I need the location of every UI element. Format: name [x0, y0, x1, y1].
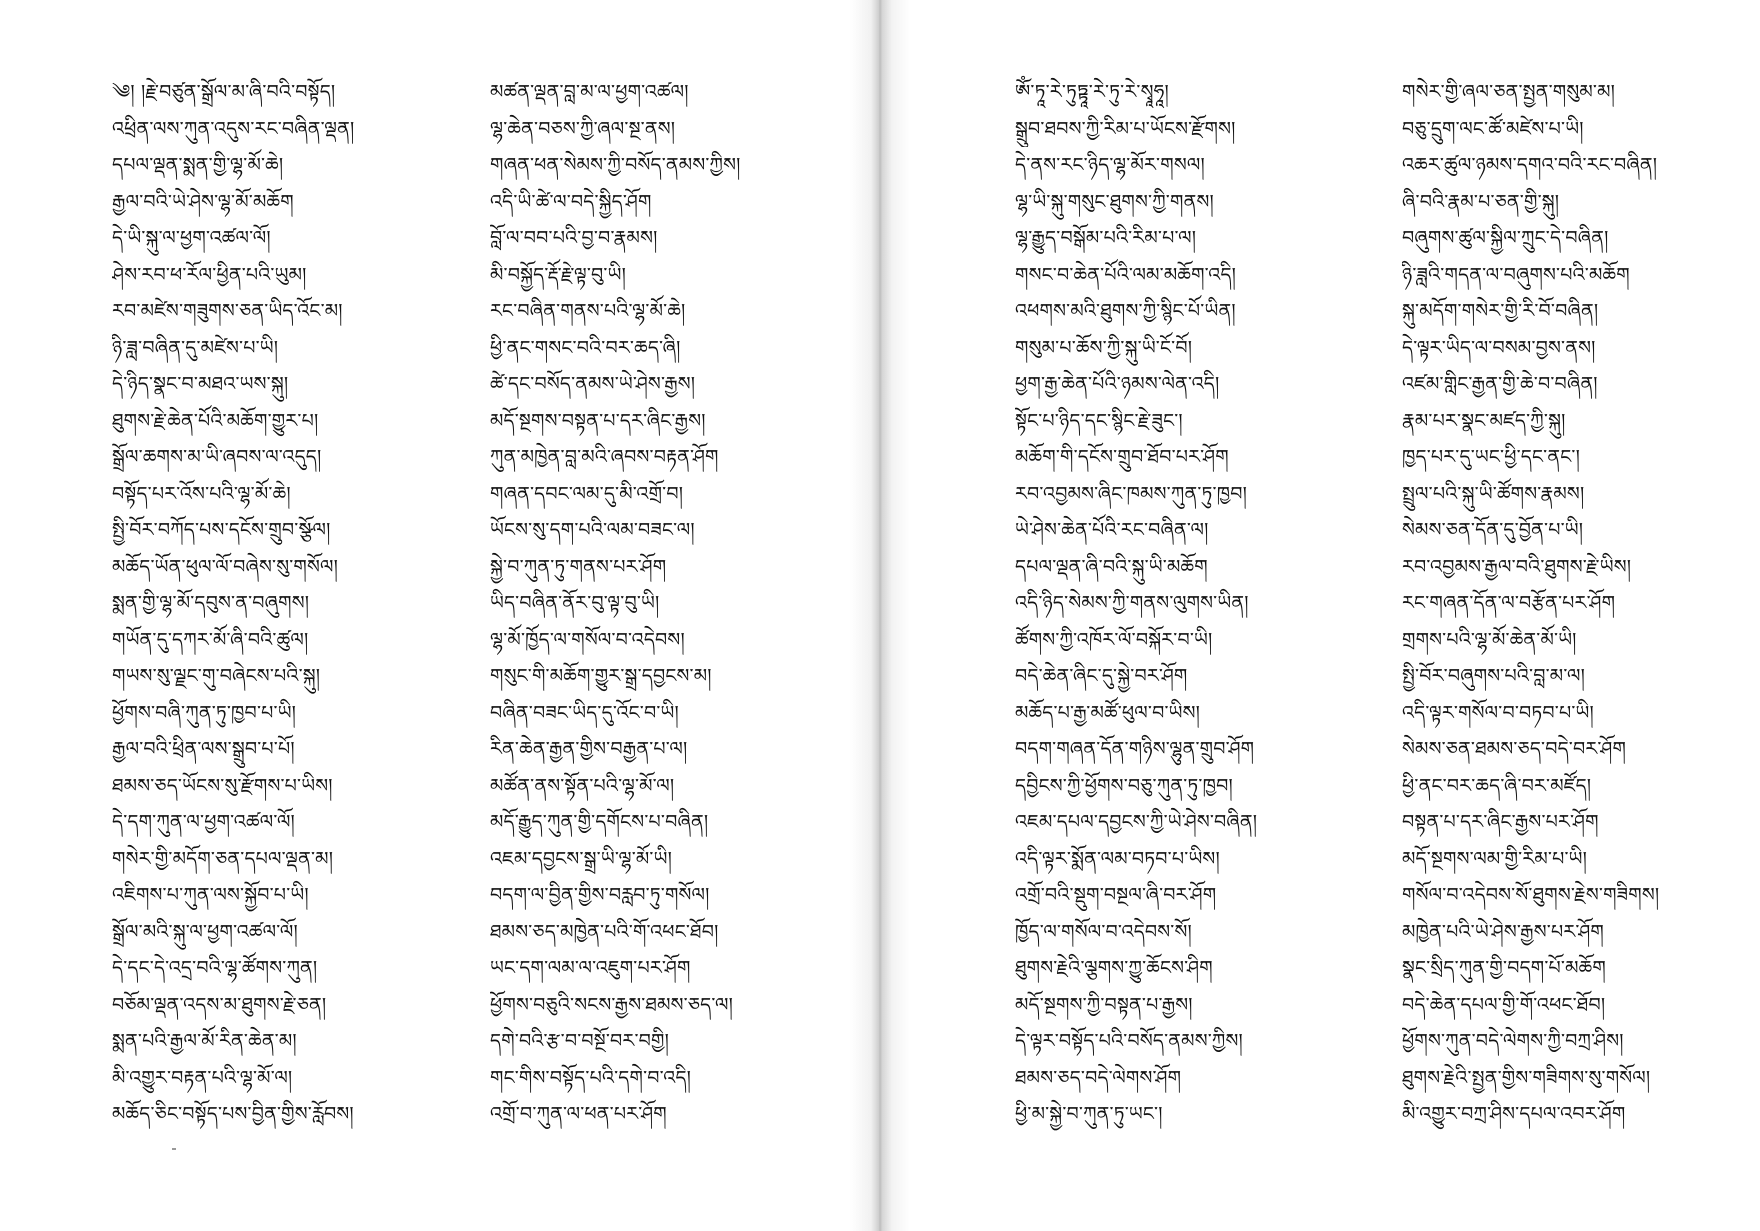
verse-line: སེམས་ཅན་ཐམས་ཅད་བདེ་བར་ཤོག [1402, 738, 1627, 760]
verse-line: སྒྲོལ་ཆགས་མ་ཡི་ཞབས་ལ་འདུད། [112, 446, 322, 468]
verse-line: དེ་དག་ཀུན་ལ་ཕྱག་འཚལ་ལོ། [112, 811, 295, 833]
verse-line: ཕྱོགས་ཀུན་བདེ་ལེགས་ཀྱི་བཀྲ་ཤིས། [1402, 1030, 1624, 1052]
verse-line: ཨོཾ་ཏཱ་རེ་ཏུཏྟཱ་རེ་ཏུ་རེ་སྭཱཧཱ། [1015, 81, 1169, 103]
verse-line: རྣམ་པར་སྣང་མཛད་ཀྱི་སྐུ། [1402, 409, 1566, 432]
verse-line: རྒྱལ་བའི་ཡེ་ཤེས་ལྷ་མོ་མཆོག [112, 190, 294, 213]
verse-line: མི་འགྱུར་བརྟན་པའི་ལྷ་མོ་ལ། [112, 1066, 293, 1089]
verse-line: སྒྲུབ་ཐབས་ཀྱི་རིམ་པ་ཡོངས་རྫོགས། [1015, 117, 1236, 140]
verse-line: མདོ་སྔགས་བསྟན་པ་དར་ཞིང་རྒྱས། [490, 409, 706, 432]
verse-line: སྐུ་མདོག་གསེར་གྱི་རི་བོ་བཞིན། [1402, 300, 1599, 322]
verse-line: མཆོད་ཅིང་བསྟོད་པས་བྱིན་གྱིས་རློབས། [112, 1103, 354, 1125]
verse-line: སྤྱི་བོར་བཞུགས་པའི་བླ་མ་ལ། [1402, 665, 1585, 687]
verse-line: ལྷ་ཆེན་བཅས་ཀྱི་ཞལ་སྔ་ནས། [490, 117, 676, 140]
verse-line: སྟོང་པ་ཉིད་དང་སྙིང་རྗེ་ཟུང་། [1015, 409, 1183, 432]
verse-line: མི་འགྱུར་བཀྲ་ཤིས་དཔལ་འབར་ཤོག [1402, 1103, 1626, 1125]
verse-line: དབྱིངས་ཀྱི་ཕྱོགས་བཅུ་ཀུན་ཏུ་ཁྱབ། [1015, 774, 1233, 797]
verse-line: ཚོགས་ཀྱི་འཁོར་ལོ་བསྐོར་བ་ཡི། [1015, 628, 1213, 651]
verse-line: གསོལ་བ་འདེབས་སོ་ཐུགས་རྗེས་གཟིགས། [1402, 884, 1660, 906]
verse-line: ཡོངས་སུ་དག་པའི་ལམ་བཟང་ལ། [490, 519, 695, 541]
verse-line: ཐམས་ཅད་བདེ་ལེགས་ཤོག [1015, 1066, 1182, 1089]
verse-line: ཀུན་མཁྱེན་བླ་མའི་ཞབས་བརྟན་ཤོག [490, 446, 719, 468]
verse-line: ལྷ་མོ་ཁྱོད་ལ་གསོལ་བ་འདེབས། [490, 628, 685, 651]
verse-line: མཚོན་ནས་སྟོན་པའི་ལྷ་མོ་ལ། [490, 774, 675, 797]
verse-line: གྲགས་པའི་ལྷ་མོ་ཆེན་མོ་ཡི། [1402, 628, 1577, 651]
verse-line: དགེ་བའི་རྩ་བ་བསྔོ་བར་བགྱི། [490, 1030, 670, 1052]
verse-line: གསེར་གྱི་མདོག་ཅན་དཔལ་ལྡན་མ། [112, 847, 334, 870]
verse-line: དེ་ཉིད་སྣང་བ་མཐའ་ཡས་སྐུ། [112, 373, 289, 395]
verse-line: ཕྱི་ནང་བར་ཆད་ཞི་བར་མཛོད། [1402, 774, 1592, 797]
verse-line: འཇམ་དབྱངས་སྒྲ་ཡི་ལྷ་མོ་ཡི། [490, 847, 673, 870]
verse-line: འདི་ལྟར་གསོལ་བ་བཏབ་པ་ཡི། [1402, 701, 1594, 724]
verse-line: ལྷ་རྒྱུད་བསྒོམ་པའི་རིམ་པ་ལ། [1015, 227, 1197, 249]
verse-line: གསང་བ་ཆེན་པོའི་ལམ་མཆོག་འདི། [1015, 263, 1237, 286]
verse-line: བཅུ་དྲུག་ལང་ཚོ་མཛེས་པ་ཡི། [1402, 117, 1584, 140]
verse-line: གསེར་གྱི་ཞལ་ཅན་སྤྱན་གསུམ་མ། [1402, 81, 1616, 103]
verse-line: བློ་ལ་བབ་པའི་བྱ་བ་རྣམས། [490, 227, 658, 249]
page-mark-left [172, 1148, 176, 1150]
verse-line: སྐྱེ་བ་ཀུན་ཏུ་གནས་པར་ཤོག [490, 555, 667, 578]
left-page-column-1 [112, 74, 452, 1133]
verse-line: ཚེ་དང་བསོད་ནམས་ཡེ་ཤེས་རྒྱས། [490, 373, 696, 395]
verse-line: འཇམ་དཔལ་དབྱངས་ཀྱི་ཡེ་ཤེས་བཞིན། [1015, 811, 1258, 833]
verse-line: འདི་ལྟར་སྨོན་ལམ་བཏབ་པ་ཡིས། [1015, 847, 1220, 870]
verse-line: ཉི་ཟླའི་གདན་ལ་བཞུགས་པའི་མཆོག [1402, 263, 1630, 286]
verse-line: མདོ་སྔགས་ལམ་གྱི་རིམ་པ་ཡི། [1402, 847, 1588, 870]
verse-line: ཐམས་ཅད་མཁྱེན་པའི་གོ་འཕང་ཐོབ། [490, 920, 719, 943]
verse-line: སྤྲུལ་པའི་སྐུ་ཡི་ཚོགས་རྣམས། [1402, 482, 1585, 505]
verse-line: བདག་གཞན་དོན་གཉིས་ལྷུན་གྲུབ་ཤོག [1015, 738, 1255, 760]
verse-line: ཕྱག་རྒྱ་ཆེན་པོའི་ཉམས་ལེན་འདི། [1015, 373, 1220, 395]
verse-line: ཐུགས་རྗེ་ཆེན་པོའི་མཆོག་གྱུར་པ། [112, 409, 319, 432]
verse-line: སྣང་སྲིད་ཀུན་གྱི་བདག་པོ་མཆོག [1402, 957, 1606, 979]
book-gutter [850, 0, 910, 1231]
verse-line: བཅོམ་ལྡན་འདས་མ་ཐུགས་རྗེ་ཅན། [112, 993, 327, 1016]
verse-line: སྨན་གྱི་ལྷ་མོ་དབུས་ན་བཞུགས། [112, 592, 310, 614]
verse-line: ཕྱི་མ་སྐྱེ་བ་ཀུན་ཏུ་ཡང་། [1015, 1103, 1163, 1125]
verse-line: བསྟན་པ་དར་ཞིང་རྒྱས་པར་ཤོག [1402, 811, 1599, 833]
right-page-column-1 [1015, 74, 1360, 1133]
verse-line: མཆོད་ཡོན་ཕུལ་ལོ་བཞེས་སུ་གསོལ། [112, 555, 339, 578]
verse-line: དེ་ལྟར་ཡིད་ལ་བསམ་བྱས་ནས། [1402, 336, 1596, 359]
verse-line: བདག་ལ་བྱིན་གྱིས་བརླབ་ཏུ་གསོལ། [490, 884, 710, 906]
verse-line: དེ་དང་དེ་འདྲ་བའི་ལྷ་ཚོགས་ཀུན། [112, 957, 318, 979]
verse-line: སྨན་པའི་རྒྱལ་མོ་རིན་ཆེན་མ། [112, 1030, 297, 1052]
verse-line: སེམས་ཅན་དོན་དུ་བྱོན་པ་ཡི། [1402, 519, 1584, 541]
verse-line: ཡེ་ཤེས་ཆེན་པོའི་རང་བཞིན་ལ། [1015, 519, 1209, 541]
verse-line: གང་གིས་བསྟོད་པའི་དགེ་བ་འདི། [490, 1066, 692, 1089]
verse-line: སྒྲོལ་མའི་སྐུ་ལ་ཕྱག་འཚལ་ལོ། [112, 920, 298, 943]
verse-line: བཞིན་བཟང་ཡིད་དུ་འོང་བ་ཡི། [490, 701, 679, 724]
verse-line: འགྲོ་བའི་སྡུག་བསྔལ་ཞི་བར་ཤོག [1015, 884, 1217, 906]
verse-line: ཕྱོགས་བཅུའི་སངས་རྒྱས་ཐམས་ཅད་ལ། [490, 993, 734, 1016]
verse-line: མི་བསྐྱོད་རྡོ་རྗེ་ལྟ་བུ་ཡི། [490, 263, 627, 286]
verse-line: ཤེས་རབ་ཕ་རོལ་ཕྱིན་པའི་ཡུམ། [112, 263, 307, 286]
verse-line: གསུང་གི་མཆོག་གྱུར་སྒྲ་དབྱངས་མ། [490, 665, 712, 687]
verse-line: མདོ་སྔགས་ཀྱི་བསྟན་པ་རྒྱས། [1015, 993, 1193, 1016]
verse-line: མཚན་ལྡན་བླ་མ་ལ་ཕྱག་འཚལ། [490, 81, 689, 103]
verse-line: དཔལ་ལྡན་ཞི་བའི་སྐུ་ཡི་མཆོག [1015, 555, 1208, 578]
verse-line: ཡིད་བཞིན་ནོར་བུ་ལྟ་བུ་ཡི། [490, 592, 660, 614]
verse-line: བསྟོད་པར་འོས་པའི་ལྷ་མོ་ཆེ། [112, 482, 291, 505]
verse-line: ཁྱད་པར་དུ་ཡང་ཕྱི་དང་ནང་། [1402, 446, 1580, 468]
verse-line: ཕྱོགས་བཞི་ཀུན་ཏུ་ཁྱབ་པ་ཡི། [112, 701, 297, 724]
verse-line: དེ་ཡི་སྐུ་ལ་ཕྱག་འཚལ་ལོ། [112, 227, 271, 249]
verse-line: ཞི་བའི་རྣམ་པ་ཅན་གྱི་སྐུ། [1402, 190, 1560, 213]
verse-line: ཡང་དག་ལམ་ལ་འཇུག་པར་ཤོག [490, 957, 691, 979]
verse-line: བཞུགས་ཚུལ་སྐྱིལ་ཀྲུང་དེ་བཞིན། [1402, 227, 1609, 249]
verse-line: རྒྱལ་བའི་ཕྲིན་ལས་སྒྲུབ་པ་པོ། [112, 738, 295, 760]
verse-line: མཆོག་གི་དངོས་གྲུབ་ཐོབ་པར་ཤོག [1015, 446, 1229, 468]
verse-line: ཐུགས་རྗེའི་ལྕགས་ཀྱུ་ཆོངས་ཤིག [1015, 957, 1213, 979]
verse-line: འཆར་ཚུལ་ཉམས་དགའ་བའི་རང་བཞིན། [1402, 154, 1658, 176]
verse-line: དེ་ལྟར་བསྟོད་པའི་བསོད་ནམས་ཀྱིས། [1015, 1030, 1243, 1052]
verse-line: མཆོད་པ་རྒྱ་མཚོ་ཕུལ་བ་ཡིས། [1015, 701, 1201, 724]
verse-line: ཐུགས་རྗེའི་སྤྱན་གྱིས་གཟིགས་སུ་གསོལ། [1402, 1066, 1651, 1089]
verse-line: འཕྲིན་ལས་ཀུན་འདུས་རང་བཞིན་ལྡན། [112, 117, 355, 140]
verse-line: ལྷ་ཡི་སྐུ་གསུང་ཐུགས་ཀྱི་གནས། [1015, 190, 1214, 213]
verse-line: དཔལ་ལྡན་སྨན་གྱི་ལྷ་མོ་ཆེ། [112, 154, 284, 176]
verse-line: གསུམ་པ་ཆོས་ཀྱི་སྐུ་ཡི་ངོ་བོ། [1015, 336, 1193, 359]
verse-line: འགྲོ་བ་ཀུན་ལ་ཕན་པར་ཤོག [490, 1103, 667, 1125]
verse-line: འདི་ཉིད་སེམས་ཀྱི་གནས་ལུགས་ཡིན། [1015, 592, 1249, 614]
verse-line: འདི་ཡི་ཚེ་ལ་བདེ་སྐྱིད་ཤོག [490, 190, 652, 213]
verse-line: རང་བཞིན་གནས་པའི་ལྷ་མོ་ཆེ། [490, 300, 686, 322]
verse-line: བདེ་ཆེན་དཔལ་གྱི་གོ་འཕང་ཐོབ། [1402, 993, 1606, 1016]
verse-line: ཕྱི་ནང་གསང་བའི་བར་ཆད་ཞི། [490, 336, 681, 359]
verse-line: ༄། །རྗེ་བཙུན་སྒྲོལ་མ་ཞི་བའི་བསྟོད། [112, 81, 336, 103]
verse-line: དེ་ནས་རང་ཉིད་ལྷ་མོར་གསལ། [1015, 154, 1205, 176]
verse-line: གཞན་ཕན་སེམས་ཀྱི་བསོད་ནམས་ཀྱིས། [490, 154, 741, 176]
left-page-column-2 [490, 74, 800, 1133]
verse-line: རང་གཞན་དོན་ལ་བརྩོན་པར་ཤོག [1402, 592, 1616, 614]
verse-line: མདོ་རྒྱུད་ཀུན་གྱི་དགོངས་པ་བཞིན། [490, 811, 709, 833]
right-page-column-2 [1402, 74, 1702, 1133]
verse-line: གཞན་དབང་ལམ་དུ་མི་འགྲོ་བ། [490, 482, 684, 505]
verse-line: མཁྱེན་པའི་ཡེ་ཤེས་རྒྱས་པར་ཤོག [1402, 920, 1604, 943]
verse-line: འཕགས་མའི་ཐུགས་ཀྱི་སྙིང་པོ་ཡིན། [1015, 300, 1236, 322]
verse-line: སྤྱི་བོར་བཀོད་པས་དངོས་གྲུབ་སྩོལ། [112, 519, 331, 541]
verse-line: འཇིགས་པ་ཀུན་ལས་སྐྱོབ་པ་ཡི། [112, 884, 309, 906]
verse-line: རབ་འབྱམས་རྒྱལ་བའི་ཐུགས་རྗེ་ཡིས། [1402, 555, 1632, 578]
verse-line: ཁྱོད་ལ་གསོལ་བ་འདེབས་སོ། [1015, 920, 1192, 943]
verse-line: རབ་འབྱམས་ཞིང་ཁམས་ཀུན་ཏུ་ཁྱབ། [1015, 482, 1247, 505]
verse-line: ཐམས་ཅད་ཡོངས་སུ་རྫོགས་པ་ཡིས། [112, 774, 333, 797]
verse-line: གཡས་སུ་ལྗང་གུ་བཞེངས་པའི་སྐུ། [112, 665, 321, 687]
verse-line: བདེ་ཆེན་ཞིང་དུ་སྐྱེ་བར་ཤོག [1015, 665, 1188, 687]
verse-line: རབ་མཛེས་གཟུགས་ཅན་ཡིད་འོང་མ། [112, 300, 343, 322]
verse-line: གཡོན་དུ་དཀར་མོ་ཞི་བའི་ཚུལ། [112, 628, 309, 651]
verse-line: ཉི་ཟླ་བཞིན་དུ་མཛེས་པ་ཡི། [112, 336, 279, 359]
verse-line: རིན་ཆེན་རྒྱན་གྱིས་བརྒྱན་པ་ལ། [490, 738, 688, 760]
verse-line: འཛམ་གླིང་རྒྱན་གྱི་ཆེ་བ་བཞིན། [1402, 373, 1598, 395]
